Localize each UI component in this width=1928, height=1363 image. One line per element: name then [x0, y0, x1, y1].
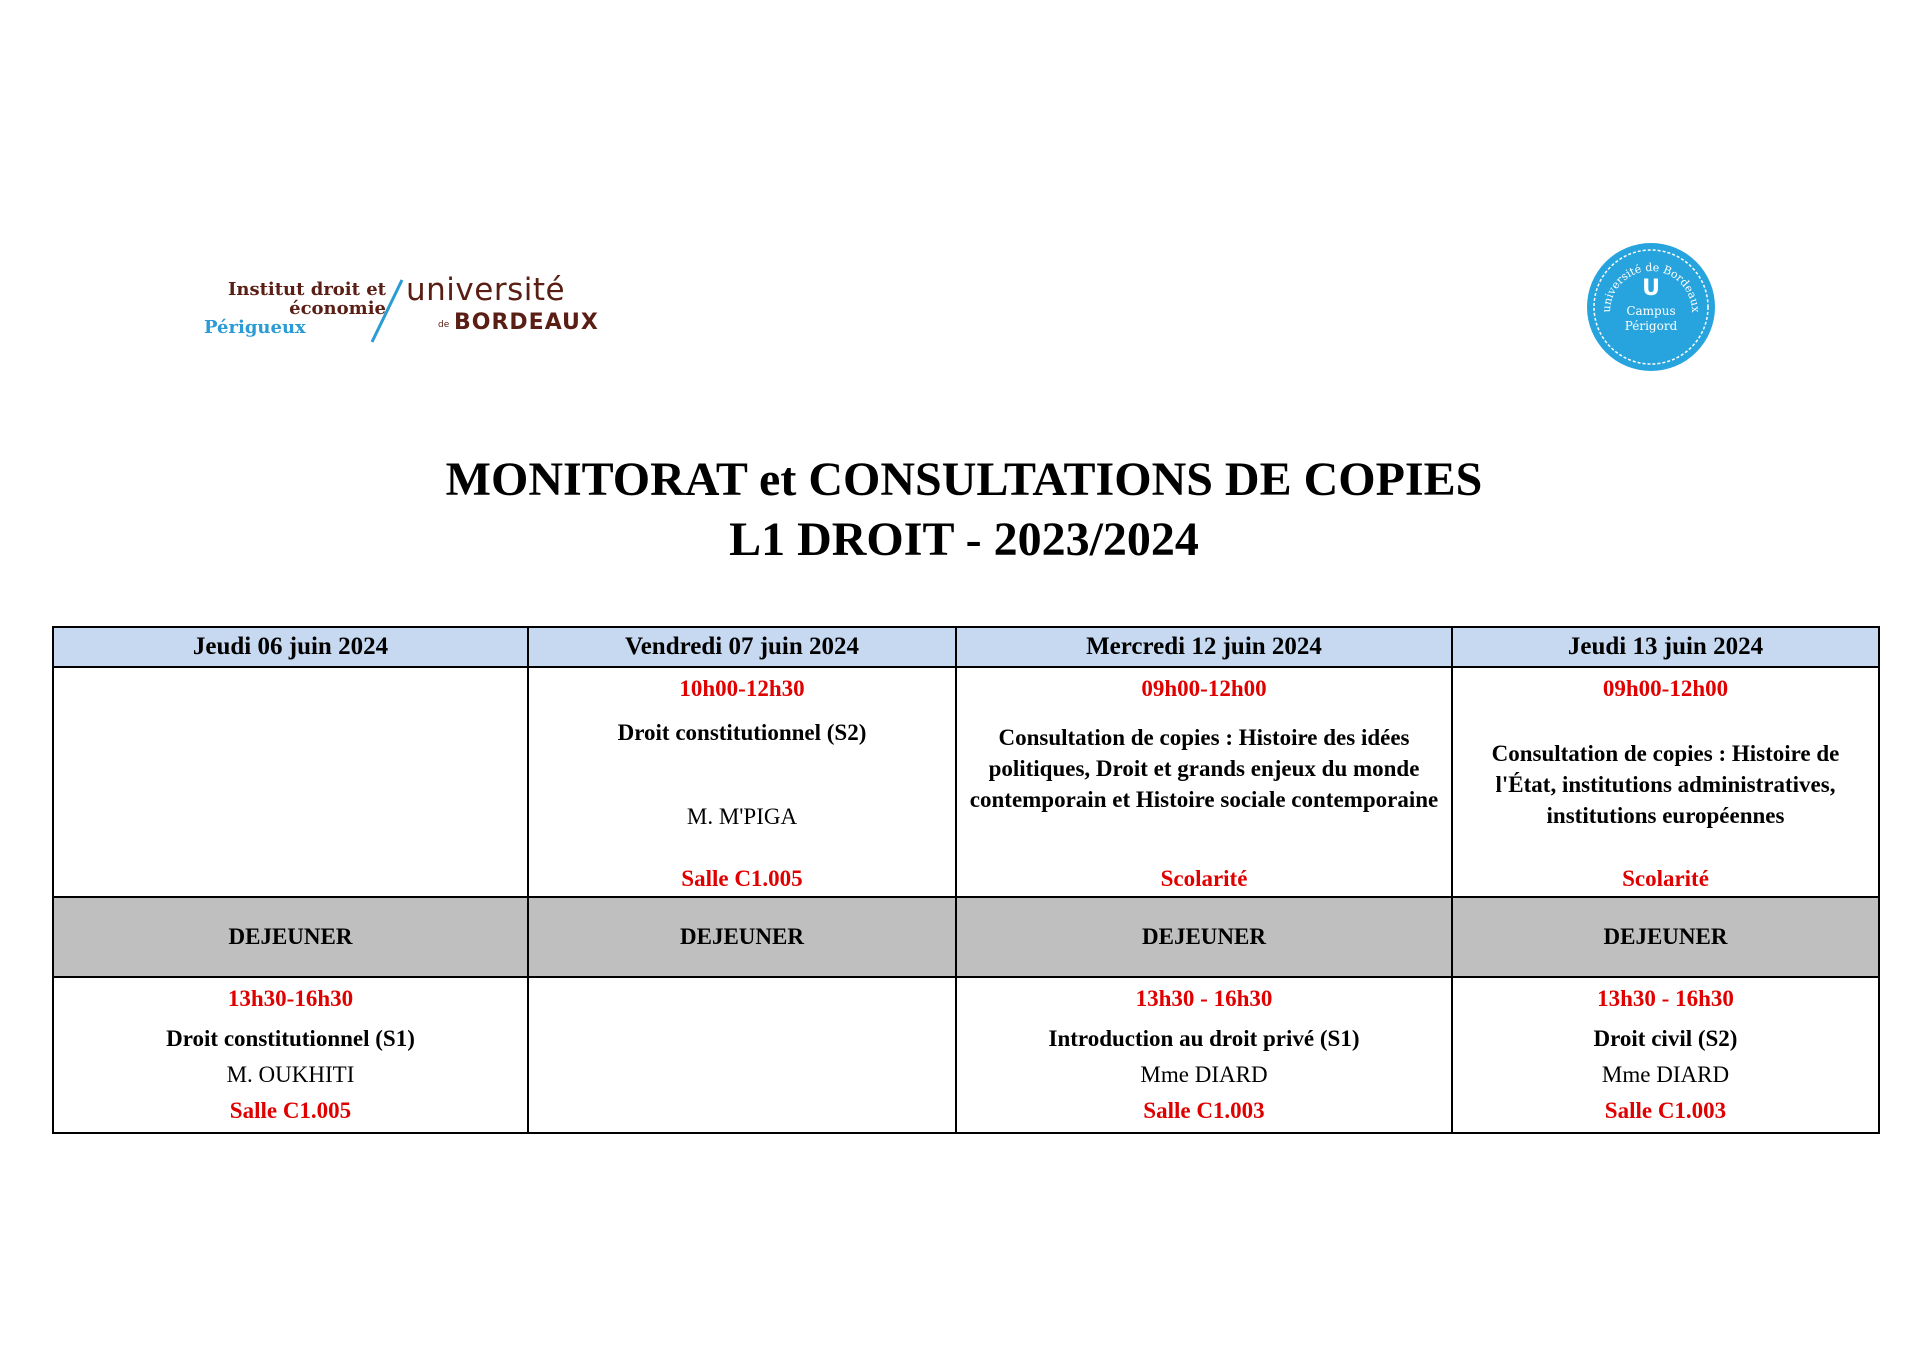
logo-institut-line3: Périgueux [204, 317, 306, 338]
session-room: Salle C1.005 [229, 1098, 352, 1123]
morning-cell [528, 667, 956, 897]
logo-institut-line1: Institut droit et [227, 279, 386, 300]
session-teacher: M. M'PIGA [686, 804, 798, 829]
session-course: Consultation de copies : Histoire de l'État, institutions administratives, institutions européennes [1491, 741, 1840, 828]
page-title-line1: MONITORAT et CONSULTATIONS DE COPIES [445, 453, 1483, 506]
logo-u-mark: U [1642, 276, 1660, 301]
lunch-cell: DEJEUNER [53, 897, 528, 977]
session-time: 13h30-16h30 [227, 986, 354, 1011]
session-teacher: Mme DIARD [1601, 1062, 1730, 1087]
logo-universite-text: université [406, 272, 566, 308]
logo-bordeaux-text: BORDEAUX [454, 310, 599, 335]
logo-campus-text [1586, 304, 1716, 334]
session-course: Droit constitutionnel (S2) [617, 720, 867, 745]
session-course: Introduction au droit privé (S1) [1048, 1026, 1360, 1051]
logo-institut-line2: économie [289, 298, 386, 319]
logo-institut-universite-bordeaux [168, 272, 648, 344]
lunch-row [53, 897, 1879, 977]
logo-campus-line2: Périgord [1624, 319, 1678, 333]
lunch-cell: DEJEUNER [528, 897, 956, 977]
session-room: Salle C1.003 [1143, 1098, 1265, 1123]
day-header: Jeudi 06 juin 2024 [53, 627, 528, 667]
session-time: 10h00-12h30 [679, 676, 805, 701]
day-header: Mercredi 12 juin 2024 [956, 627, 1452, 667]
page-title-line2: L1 DROIT - 2023/2024 [729, 513, 1199, 566]
morning-cell-empty [53, 667, 528, 897]
session-teacher: M. OUKHITI [226, 1062, 355, 1087]
page-title [0, 450, 1928, 570]
schedule-table [52, 626, 1880, 1134]
session-teacher: Mme DIARD [1140, 1062, 1268, 1087]
header-row [53, 627, 1879, 667]
session-room: Salle C1.003 [1604, 1098, 1727, 1123]
morning-row [53, 667, 1879, 897]
day-header: Vendredi 07 juin 2024 [528, 627, 956, 667]
session-course: Consultation de copies : Histoire des idées politiques, Droit et grands enjeux du monde contemporain et Histoire sociale contemporaine [969, 725, 1439, 812]
lunch-cell: DEJEUNER [1452, 897, 1879, 977]
svg-text:université de Bordeaux: université de Bordeaux [1599, 260, 1703, 313]
session-time: 09h00-12h00 [1141, 676, 1267, 701]
logo-campus-perigord [1586, 242, 1716, 372]
session-room: Salle C1.005 [681, 866, 803, 891]
session-course: Droit constitutionnel (S1) [166, 1026, 415, 1051]
session-time: 13h30 - 16h30 [1135, 986, 1273, 1011]
session-room: Scolarité [1160, 866, 1248, 891]
afternoon-cell [1452, 977, 1879, 1133]
session-room: Scolarité [1622, 866, 1709, 891]
logo-campus-line1: Campus [1626, 304, 1676, 318]
logo-de-text: de [438, 320, 450, 330]
morning-cell [1452, 667, 1879, 897]
logo-slash-icon [366, 278, 406, 344]
session-time: 09h00-12h00 [1602, 676, 1729, 701]
lunch-cell: DEJEUNER [956, 897, 1452, 977]
session-time: 13h30 - 16h30 [1597, 986, 1734, 1011]
morning-cell [956, 667, 1452, 897]
afternoon-cell [956, 977, 1452, 1133]
day-header: Jeudi 13 juin 2024 [1452, 627, 1879, 667]
afternoon-cell [53, 977, 528, 1133]
logo-institut-text [168, 280, 386, 337]
afternoon-cell-empty [528, 977, 956, 1133]
session-course: Droit civil (S2) [1593, 1026, 1738, 1051]
afternoon-row [53, 977, 1879, 1133]
